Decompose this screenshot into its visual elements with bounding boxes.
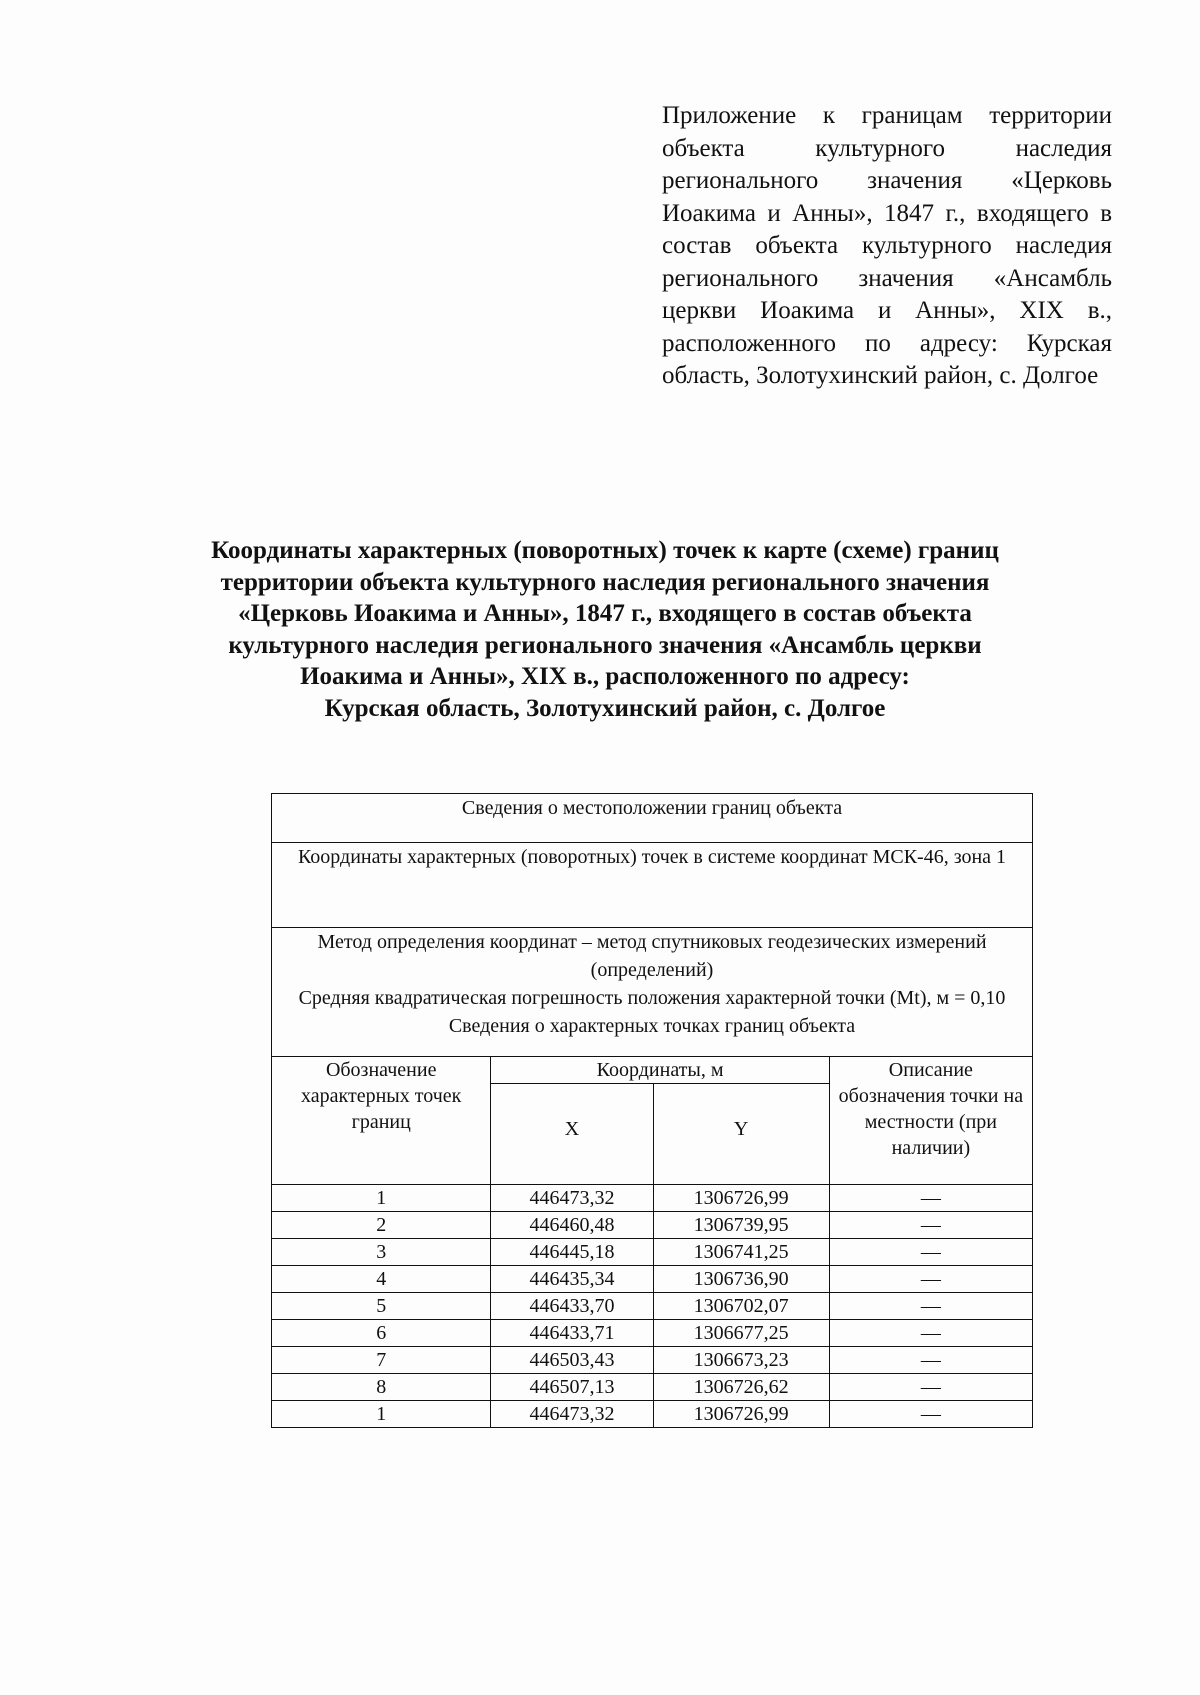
x-cell: 446435,34 [491, 1266, 653, 1293]
table-row [272, 1293, 1033, 1320]
desc-cell: — [829, 1347, 1032, 1374]
table-row [272, 1185, 1033, 1212]
heading-line: культурного наследия регионального значения «Ансамбль церкви [228, 631, 982, 659]
x-cell: 446433,70 [491, 1293, 653, 1320]
y-cell: 1306726,62 [653, 1374, 829, 1401]
point-cell: 1 [272, 1401, 491, 1428]
col-header-y: Y [653, 1084, 829, 1185]
point-cell: 4 [272, 1266, 491, 1293]
table-info-row [272, 928, 1033, 1057]
y-cell: 1306736,90 [653, 1266, 829, 1293]
coord-system-cell: Координаты характерных (поворотных) точек в системе координат МСК-46, зона 1 [272, 843, 1033, 928]
x-cell: 446445,18 [491, 1239, 653, 1266]
heading-line: Курская область, Золотухинский район, с. Долгое [324, 694, 886, 722]
accuracy-text: Средняя квадратическая погрешность положения характерной точки (Mt), м = 0,10 [298, 987, 1006, 1009]
y-cell: 1306741,25 [653, 1239, 829, 1266]
appendix-line: регионального значения «Церковь [662, 167, 1112, 194]
point-cell: 6 [272, 1320, 491, 1347]
desc-cell: — [829, 1374, 1032, 1401]
table-info-row [272, 843, 1033, 928]
desc-cell: — [829, 1401, 1032, 1428]
method-text: Метод определения координат – метод спутниковых геодезических измерений (определений) [317, 931, 987, 981]
y-cell: 1306677,25 [653, 1320, 829, 1347]
y-cell: 1306726,99 [653, 1185, 829, 1212]
table-row [272, 1239, 1033, 1266]
appendix-line: Приложение к границам территории [662, 102, 1112, 129]
table-row [272, 1212, 1033, 1239]
table-row [272, 1320, 1033, 1347]
appendix-line: объекта культурного наследия [662, 134, 1112, 162]
appendix-line: регионального значения «Ансамбль [662, 264, 1112, 292]
desc-cell: — [829, 1239, 1032, 1266]
col-header-coords: Координаты, м [491, 1057, 829, 1084]
desc-cell: — [829, 1293, 1032, 1320]
appendix-note [662, 100, 1112, 393]
appendix-line: культурного наследия [861, 232, 1112, 259]
x-cell: 446507,13 [491, 1374, 653, 1401]
point-cell: 3 [272, 1239, 491, 1266]
heading-line: Иоакима и Анны», XIX в., расположенного по адресу: [300, 663, 910, 690]
col-header-x: X [491, 1084, 653, 1185]
points-title-text: Сведения о характерных точках границ объекта [448, 1015, 856, 1037]
x-cell: 446460,48 [491, 1212, 653, 1239]
info-title-cell: Сведения о местоположении границ объекта [272, 794, 1033, 843]
table-row [272, 1347, 1033, 1374]
table-row [272, 1374, 1033, 1401]
appendix-line: область, Золотухинский район, [662, 362, 994, 389]
coordinates-table [271, 793, 1033, 1428]
desc-cell: — [829, 1185, 1032, 1212]
method-cell [272, 928, 1033, 1057]
table-row [272, 1401, 1033, 1428]
y-cell: 1306726,99 [653, 1401, 829, 1428]
appendix-line: Иоакима и Анны», 1847 г., [662, 199, 966, 227]
desc-cell: — [829, 1212, 1032, 1239]
col-header-point: Обозначение характерных точек границ [272, 1057, 491, 1185]
point-cell: 5 [272, 1293, 491, 1320]
heading-line: «Церковь Иоакима и Анны», 1847 г., входящего в состав объекта [238, 600, 972, 627]
table-info-row [272, 794, 1033, 843]
appendix-line: церкви Иоакима и Анны», XIX в., [662, 297, 1112, 324]
col-header-desc: Описание обозначения точки на местности (при наличии) [829, 1057, 1032, 1185]
desc-cell: — [829, 1266, 1032, 1293]
y-cell: 1306673,23 [653, 1347, 829, 1374]
x-cell: 446473,32 [491, 1401, 653, 1428]
y-cell: 1306702,07 [653, 1293, 829, 1320]
point-cell: 1 [272, 1185, 491, 1212]
y-cell: 1306739,95 [653, 1212, 829, 1239]
document-heading [150, 535, 1060, 724]
appendix-line: входящего в состав объекта [662, 199, 1112, 259]
table-header-row [272, 1057, 1033, 1084]
appendix-line: расположенного по адресу: Курская [662, 329, 1112, 357]
x-cell: 446473,32 [491, 1185, 653, 1212]
heading-line: территории объекта культурного наследия регионального значения [220, 568, 990, 596]
point-cell: 8 [272, 1374, 491, 1401]
x-cell: 446503,43 [491, 1347, 653, 1374]
desc-cell: — [829, 1320, 1032, 1347]
appendix-line: с. Долгое [999, 362, 1099, 389]
heading-line: Координаты характерных (поворотных) точек к карте (схеме) границ [211, 537, 999, 564]
table-row [272, 1266, 1033, 1293]
x-cell: 446433,71 [491, 1320, 653, 1347]
point-cell: 2 [272, 1212, 491, 1239]
point-cell: 7 [272, 1347, 491, 1374]
